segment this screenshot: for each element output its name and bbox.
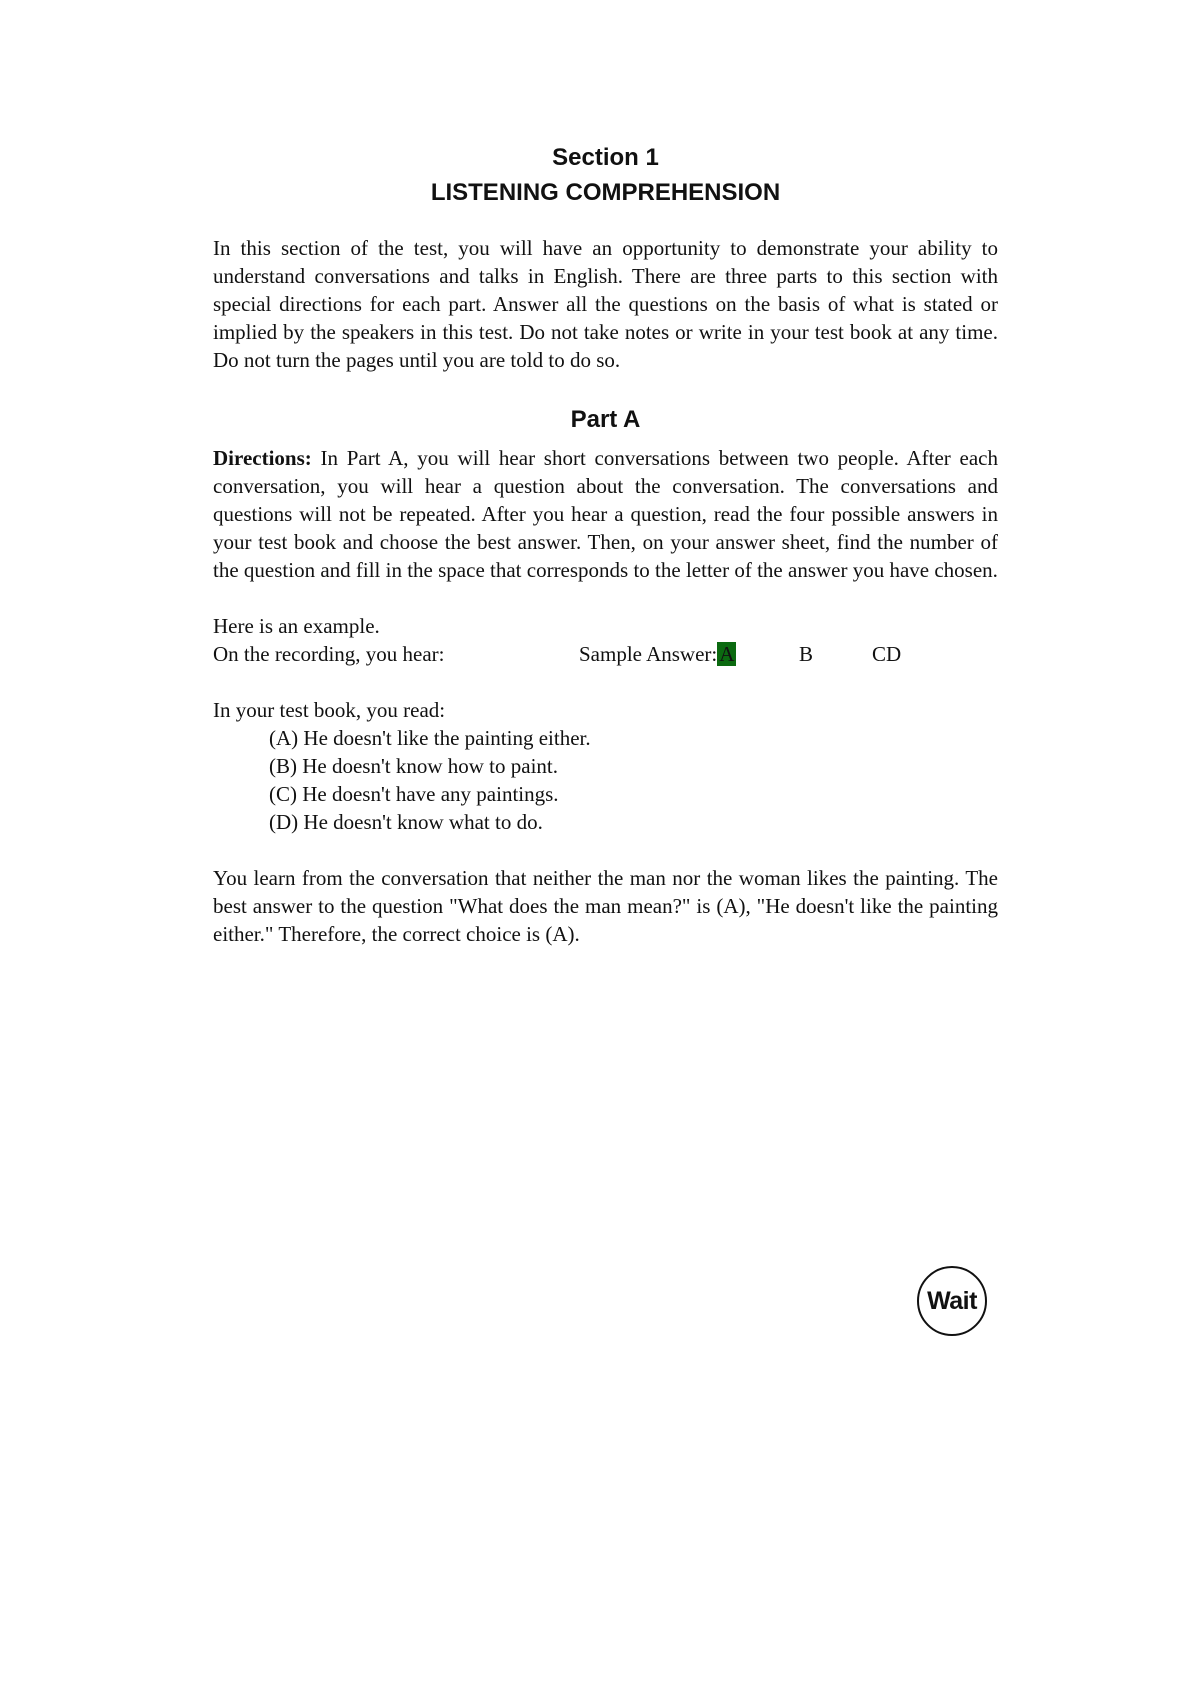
choice-a: (A) He doesn't like the painting either. xyxy=(269,726,591,750)
part-directions xyxy=(213,444,998,584)
wait-badge: Wait xyxy=(917,1266,987,1336)
choice-d: (D) He doesn't know what to do. xyxy=(269,810,543,834)
test-book-block xyxy=(213,696,998,836)
choice-c: (C) He doesn't have any paintings. xyxy=(269,782,559,806)
test-page xyxy=(213,140,998,948)
example-block xyxy=(213,612,998,668)
sample-answer-row xyxy=(213,640,998,668)
section-intro: In this section of the test, you will have an opportunity to demonstrate your ability to understand conversations and talks in English. There are three parts to this section with special directions for each part. Answer all the questions on the basis of what is stated or implied by the speakers in this test. Do not take notes or write in your test book at any time. Do not turn the pages until you are told to do so. xyxy=(213,236,998,372)
section-number: Section 1 xyxy=(552,144,659,171)
sample-option-b: B xyxy=(799,642,814,666)
recording-label: On the recording, you hear: xyxy=(213,642,445,666)
example-intro: Here is an example. xyxy=(213,614,380,638)
answer-choices xyxy=(213,724,998,836)
directions-label: Directions: xyxy=(213,446,312,470)
choice-b: (B) He doesn't know how to paint. xyxy=(269,754,558,778)
part-title: Part A xyxy=(570,406,641,433)
sample-answer-label: Sample Answer: xyxy=(579,642,718,666)
test-book-label: In your test book, you read: xyxy=(213,698,446,722)
sample-option-a-selected: A xyxy=(719,642,735,666)
sample-option-cd: CD xyxy=(872,642,902,666)
directions-text: In Part A, you will hear short conversations between two people. After each conversation, you will hear a question about the conversation. The conversations and questions will not be repeated. After you hear a question, read the four possible answers in your test book and choose the best answer. Then, on your answer sheet, find the number of the question and fill in the space that corresponds to the letter of the answer you have chosen. xyxy=(213,446,998,582)
sample-answer xyxy=(579,640,736,668)
example-conclusion: You learn from the conversation that neither the man nor the woman likes the painting. The best answer to the question "What does the man mean?" is (A), "He doesn't like the painting either." Therefore, the correct choice is (A). xyxy=(213,866,998,946)
section-title: LISTENING COMPREHENSION xyxy=(430,179,781,206)
